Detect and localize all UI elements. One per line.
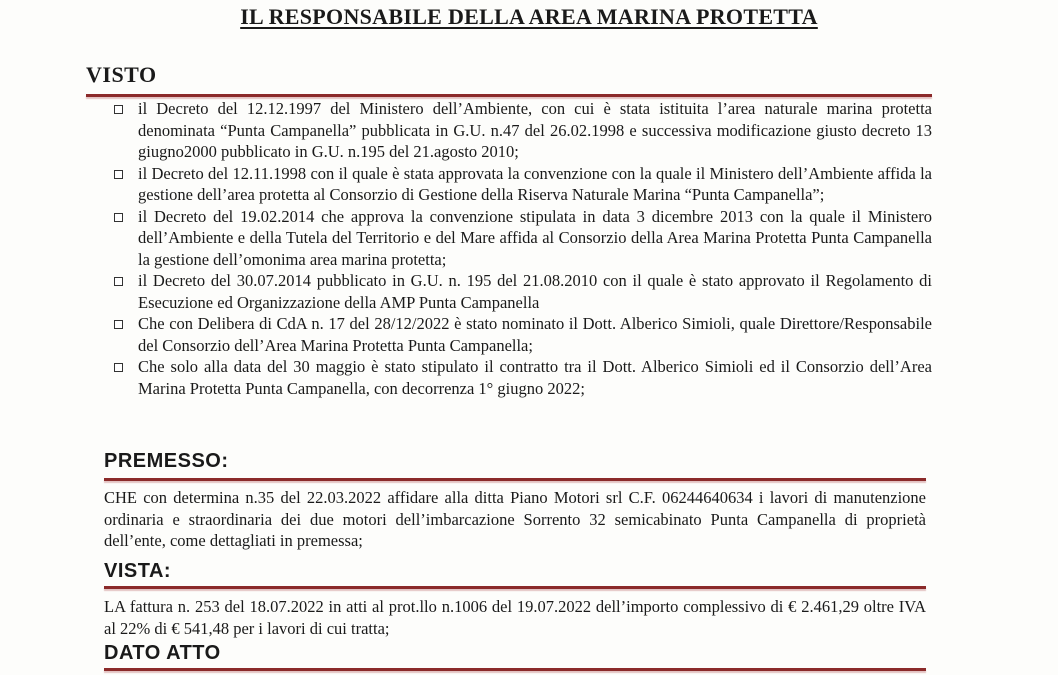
section-heading-vista: VISTA: xyxy=(104,560,172,582)
list-item: il Decreto del 19.02.2014 che approva la convenzione stipulata in data 3 dicembre 2013 con la quale il Ministero dell’Ambiente e della Tutela del Territorio e del Mare affida al Consorzio della Area Marina Protetta Punta Campanella la gestione dell’omonima area marina protetta; xyxy=(112,206,932,271)
section-rule xyxy=(104,586,926,589)
list-item: il Decreto del 12.11.1998 con il quale è stata approvata la convenzione con la quale il Ministero dell’Ambiente affida la gestione dell’area protetta al Consorzio di Gestione della Riserva Naturale Marina “Punta Campanella”; xyxy=(112,163,932,206)
section-heading-premesso: PREMESSO: xyxy=(104,450,229,472)
vista-paragraph: LA fattura n. 253 del 18.07.2022 in atti al prot.llo n.1006 del 19.07.2022 dell’importo complessivo di € 2.461,29 oltre IVA al 22% di € 541,48 per i lavori di cui tratta; xyxy=(104,597,926,638)
checkbox-bullet-icon xyxy=(114,170,123,179)
checkbox-bullet-icon xyxy=(114,363,123,372)
section-rule xyxy=(104,478,926,481)
checkbox-bullet-icon xyxy=(114,213,123,222)
visto-list xyxy=(112,98,932,399)
premesso-paragraph: CHE con determina n.35 del 22.03.2022 affidare alla ditta Piano Motori srl C.F. 06244640634 i lavori di manutenzione ordinaria e straordinaria dei due motori dell’imbarcazione Sorrento 32 semicabinato Punta Campanella di proprietà dell’ente, come dettagliati in premessa; xyxy=(104,488,926,550)
document-title: IL RESPONSABILE DELLA AREA MARINA PROTETTA xyxy=(240,4,818,29)
checkbox-bullet-icon xyxy=(114,105,123,114)
section-rule xyxy=(104,668,926,671)
checkbox-bullet-icon xyxy=(114,320,123,329)
list-item: Che con Delibera di CdA n. 17 del 28/12/2022 è stato nominato il Dott. Alberico Simioli, quale Direttore/Responsabile del Consorzio dell’Area Marina Protetta Punta Campanella; xyxy=(112,313,932,356)
checkbox-bullet-icon xyxy=(114,277,123,286)
section-heading-dato-atto: DATO ATTO xyxy=(104,642,221,664)
list-item: il Decreto del 12.12.1997 del Ministero dell’Ambiente, con cui è stata istituita l’area naturale marina protetta denominata “Punta Campanella” pubblicata in G.U. n.47 del 26.02.1998 e successiva modificazione giusto decreto 13 giugno2000 pubblicato in G.U. n.195 del 21.agosto 2010; xyxy=(112,98,932,163)
list-item: il Decreto del 30.07.2014 pubblicato in G.U. n. 195 del 21.08.2010 con il quale è stato approvato il Regolamento di Esecuzione ed Organizzazione della AMP Punta Campanella xyxy=(112,270,932,313)
section-heading-visto: VISTO xyxy=(86,62,157,87)
section-rule xyxy=(86,94,932,97)
list-item: Che solo alla data del 30 maggio è stato stipulato il contratto tra il Dott. Alberico Simioli ed il Consorzio dell’Area Marina Protetta Punta Campanella, con decorrenza 1° giugno 2022; xyxy=(112,356,932,399)
